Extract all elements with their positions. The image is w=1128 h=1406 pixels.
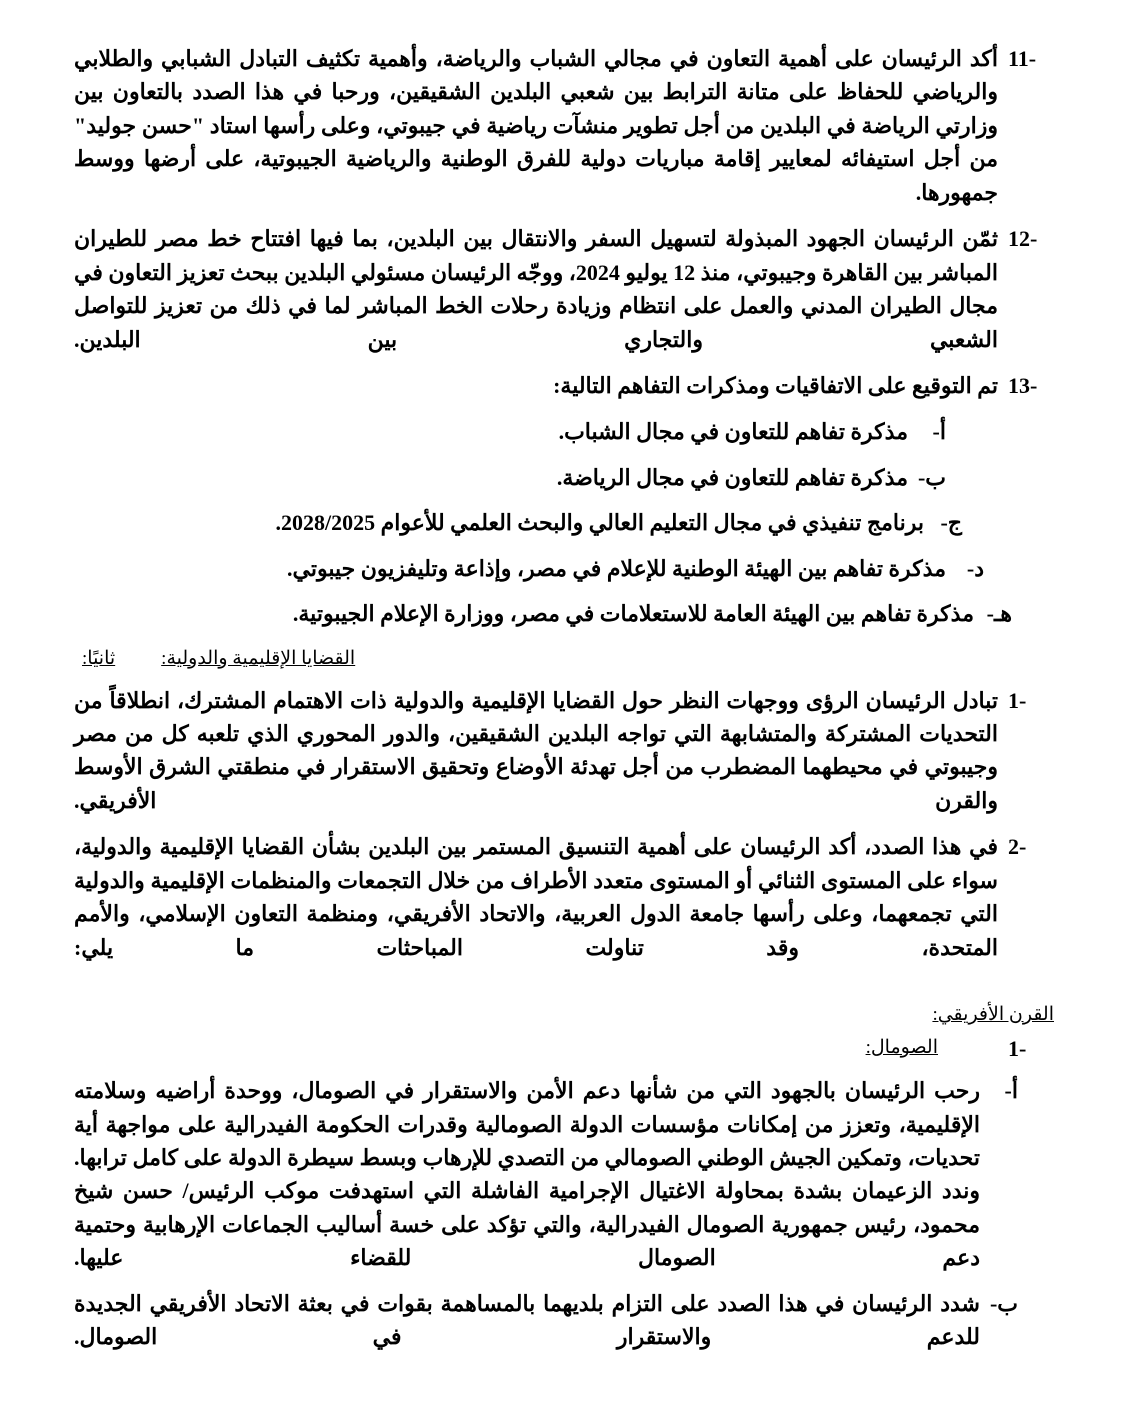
list-item: [74, 415, 1054, 448]
item-number: -1: [1008, 1036, 1027, 1062]
list-item-text: مذكرة تفاهم للتعاون في مجال الشباب.: [558, 419, 908, 445]
list-item-text: مذكرة تفاهم للتعاون في مجال الرياضة.: [556, 464, 908, 490]
numbered-item: [74, 830, 1054, 964]
list-marker: ب-: [989, 1290, 1018, 1316]
list-item: [74, 597, 1054, 630]
list-item: [74, 506, 1054, 539]
list-item-text: مذكرة تفاهم بين الهيئة الوطنية للإعلام في مصر، وإذاعة وتليفزيون جيبوتي.: [287, 555, 946, 581]
list-item-text: برنامج تنفيذي في مجال التعليم العالي والبحث العلمي للأعوام 2028/2025.: [275, 510, 924, 536]
item-number: -1: [1008, 687, 1027, 713]
section-heading-title: القضايا الإقليمية والدولية:: [161, 647, 356, 669]
list-marker: ج-: [940, 510, 962, 536]
item-text: تم التوقيع على الاتفاقيات ومذكرات التفاهم التالية:: [553, 372, 998, 398]
list-item-text: شدد الرئيسان في هذا الصدد على التزام بلديهما بالمساهمة بقوات في بعثة الاتحاد الأفريقي الجديدة للدعم والاستقرار في الصومال.: [74, 1290, 980, 1350]
list-marker: هـ-: [986, 601, 1012, 627]
list-marker: أ-: [932, 419, 946, 445]
subsection-heading: القرن الأفريقي:: [932, 1004, 1054, 1026]
item-text: في هذا الصدد، أكد الرئيسان على أهمية التنسيق المستمر بين البلدين بشأن القضايا الإقليمية والدولية، سواء على المستوى الثنائي أو المستوى متعدد الأطراف من خلال التجمعات والمنظمات الإقليمية والدولية التي تجمعهما، وعلى رأسها جامعة الدول العربية، والاتحاد الأفريقي، ومنظمة التعاون الإسلامي، والأمم المتحدة، وقد تناولت المباحثات ما يلي:: [74, 834, 998, 960]
list-marker: أ-: [1004, 1078, 1018, 1104]
section-heading-label: ثانيًا:: [82, 647, 116, 669]
somalia-label: الصومال:: [865, 1037, 938, 1059]
list-item-text: مذكرة تفاهم بين الهيئة العامة للاستعلامات في مصر، ووزارة الإعلام الجيبوتية.: [292, 601, 974, 627]
list-item: [74, 461, 1054, 494]
item-text: ثمّن الرئيسان الجهود المبذولة لتسهيل السفر والانتقال بين البلدين، بما فيها افتتاح خط مصر للطيران المباشر بين القاهرة وجيبوتي، منذ 12 يوليو 2024، ووجّه الرئيسان مسئولي البلدين ببحث تعزيز التعاون في مجال الطيران المدني والعمل على انتظام وزيادة رحلات الخط المباشر لما في ذلك من تعزيز للتواصل الشعبي والتجاري بين البلدين.: [74, 226, 998, 352]
list-item: [74, 1287, 1054, 1354]
section-heading: [74, 647, 1054, 670]
list-item-text: رحب الرئيسان بالجهود التي من شأنها دعم الأمن والاستقرار في الصومال، ووحدة أراضيه وسلامته الإقليمية، وتعزز من إمكانات مؤسسات الدولة الصومالية وقدرات الحكومة الفيدرالية على مواجهة أية تحديات، وتمكين الجيش الوطني الصومالي من التصدي للإرهاب وبسط سيطرة الدولة على كامل ترابها. وندد الزعيمان بشدة بمحاولة الاغتيال الإجرامية الفاشلة التي استهدفت موكب الرئيس/ حسن شيخ محمود، رئيس جمهورية الصومال الفيدرالية، والتي تؤكد على خسة أساليب الجماعات الإرهابية وحتمية دعم الصومال للقضاء عليها.: [74, 1078, 980, 1271]
item-number: -11: [1008, 46, 1037, 71]
numbered-item: [74, 42, 1054, 209]
list-item: [74, 1074, 1054, 1275]
somalia-heading: [74, 1036, 1054, 1062]
item-number: -12: [1008, 226, 1038, 252]
numbered-item: [74, 684, 1054, 818]
item-text: تبادل الرئيسان الرؤى ووجهات النظر حول القضايا الإقليمية والدولية ذات الاهتمام المشترك، انطلاقاً من التحديات المشتركة والمتشابهة التي تواجه البلدين الشقيقين، والدور المحوري الذي تلعبه كل من مصر وجيبوتي في محيطهما المضطرب من أجل تهدئة الأوضاع وتحقيق الاستقرار في منطقتي الشرق الأوسط والقرن الأفريقي.: [74, 687, 998, 813]
list-item: [74, 552, 1054, 585]
list-marker: د-: [966, 555, 984, 581]
numbered-item: [74, 222, 1054, 356]
list-marker: ب-: [917, 464, 946, 490]
item-number: -2: [1008, 834, 1027, 860]
item-text: أكد الرئيسان على أهمية التعاون في مجالي الشباب والرياضة، وأهمية تكثيف التبادل الشبابي والطلابي والرياضي للحفاظ على متانة الترابط بين شعبي البلدين الشقيقين، ورحبا في هذا الصدد بالتعاون بين وزارتي الرياضة في البلدين من أجل تطوير منشآت رياضية في جيبوتي، وعلى رأسها استاد "حسن جوليد" من أجل استيفائه لمعايير إقامة مباريات دولية للفرق الوطنية والرياضية الجيبوتية، على أرضها ووسط جمهورها.: [74, 46, 998, 205]
item-number: -13: [1008, 372, 1038, 398]
numbered-item: [74, 369, 1054, 402]
